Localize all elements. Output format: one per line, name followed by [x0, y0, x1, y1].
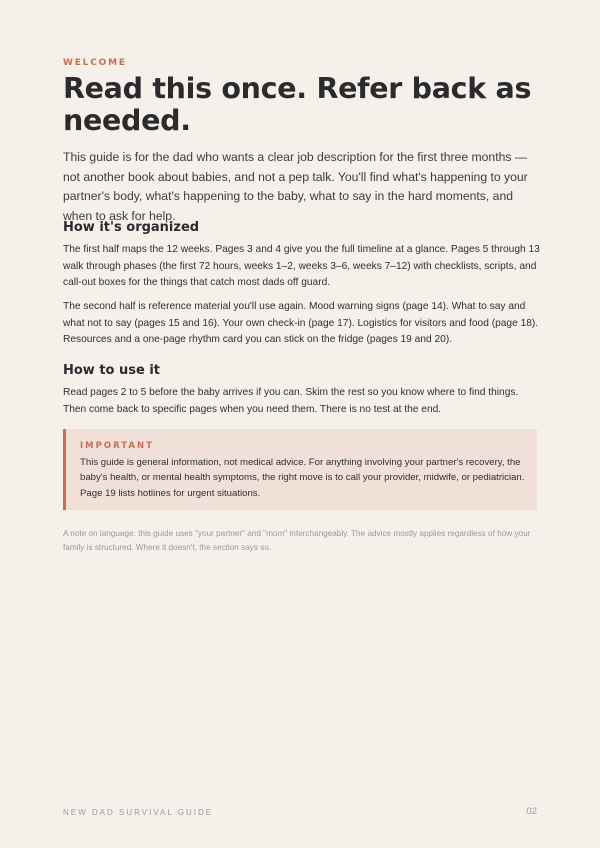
- lead-paragraph: This guide is for the dad who wants a clear job description for the first three months — not another book about babies, and not a pep talk. You'll find what's happening to your partner's body, what's happening to the baby, what to say in the hard moments, and when to ask for help.: [63, 150, 528, 223]
- footer-guide-title: NEW DAD SURVIVAL GUIDE: [63, 808, 214, 817]
- callout-text: This guide is general information, not medical advice. For anything involving your partner's recovery, the baby's health, or mental health symptoms, the right move is to call your provider, midwife, or pediatrician. Page 19 lists hotlines for urgent situations.: [80, 457, 525, 499]
- section-eyebrow: WELCOME: [63, 58, 127, 68]
- heading-how-organized: How it's organized: [63, 220, 200, 235]
- organized-paragraph-1: The first half maps the 12 weeks. Pages 3 and 4 give you the full timeline at a glance. Pages 5 through 13 walk through phases (the first 72 hours, weeks 1–2, weeks 3–6, weeks 7–12) with checklists, scripts, and call-out boxes for the things that catch most dads off guard.: [63, 244, 540, 289]
- footer-page-number: 02: [526, 806, 537, 817]
- language-note: A note on language: this guide uses "your partner" and "mom" interchangeably. The advice mostly applies regardless of how your family is structured. Where it doesn't, the section says so.: [63, 529, 531, 552]
- important-callout: [63, 429, 537, 510]
- organized-paragraph-2: The second half is reference material you'll use again. Mood warning signs (page 14). What to say and what not to say (pages 15 and 16). Your own check-in (page 17). Logistics for visitors and food (page 18). Resources and a one-page rhythm card you can stick on the fridge (pages 19 and 20).: [63, 301, 539, 346]
- use-paragraph: Read pages 2 to 5 before the baby arrives if you can. Skim the rest so you know where to find things. Then come back to specific pages when you need them. There is no test at the end.: [63, 387, 519, 415]
- callout-label: IMPORTANT: [80, 441, 154, 451]
- page-title: Read this once. Refer back as needed.: [63, 72, 532, 137]
- heading-how-to-use: How to use it: [63, 363, 161, 378]
